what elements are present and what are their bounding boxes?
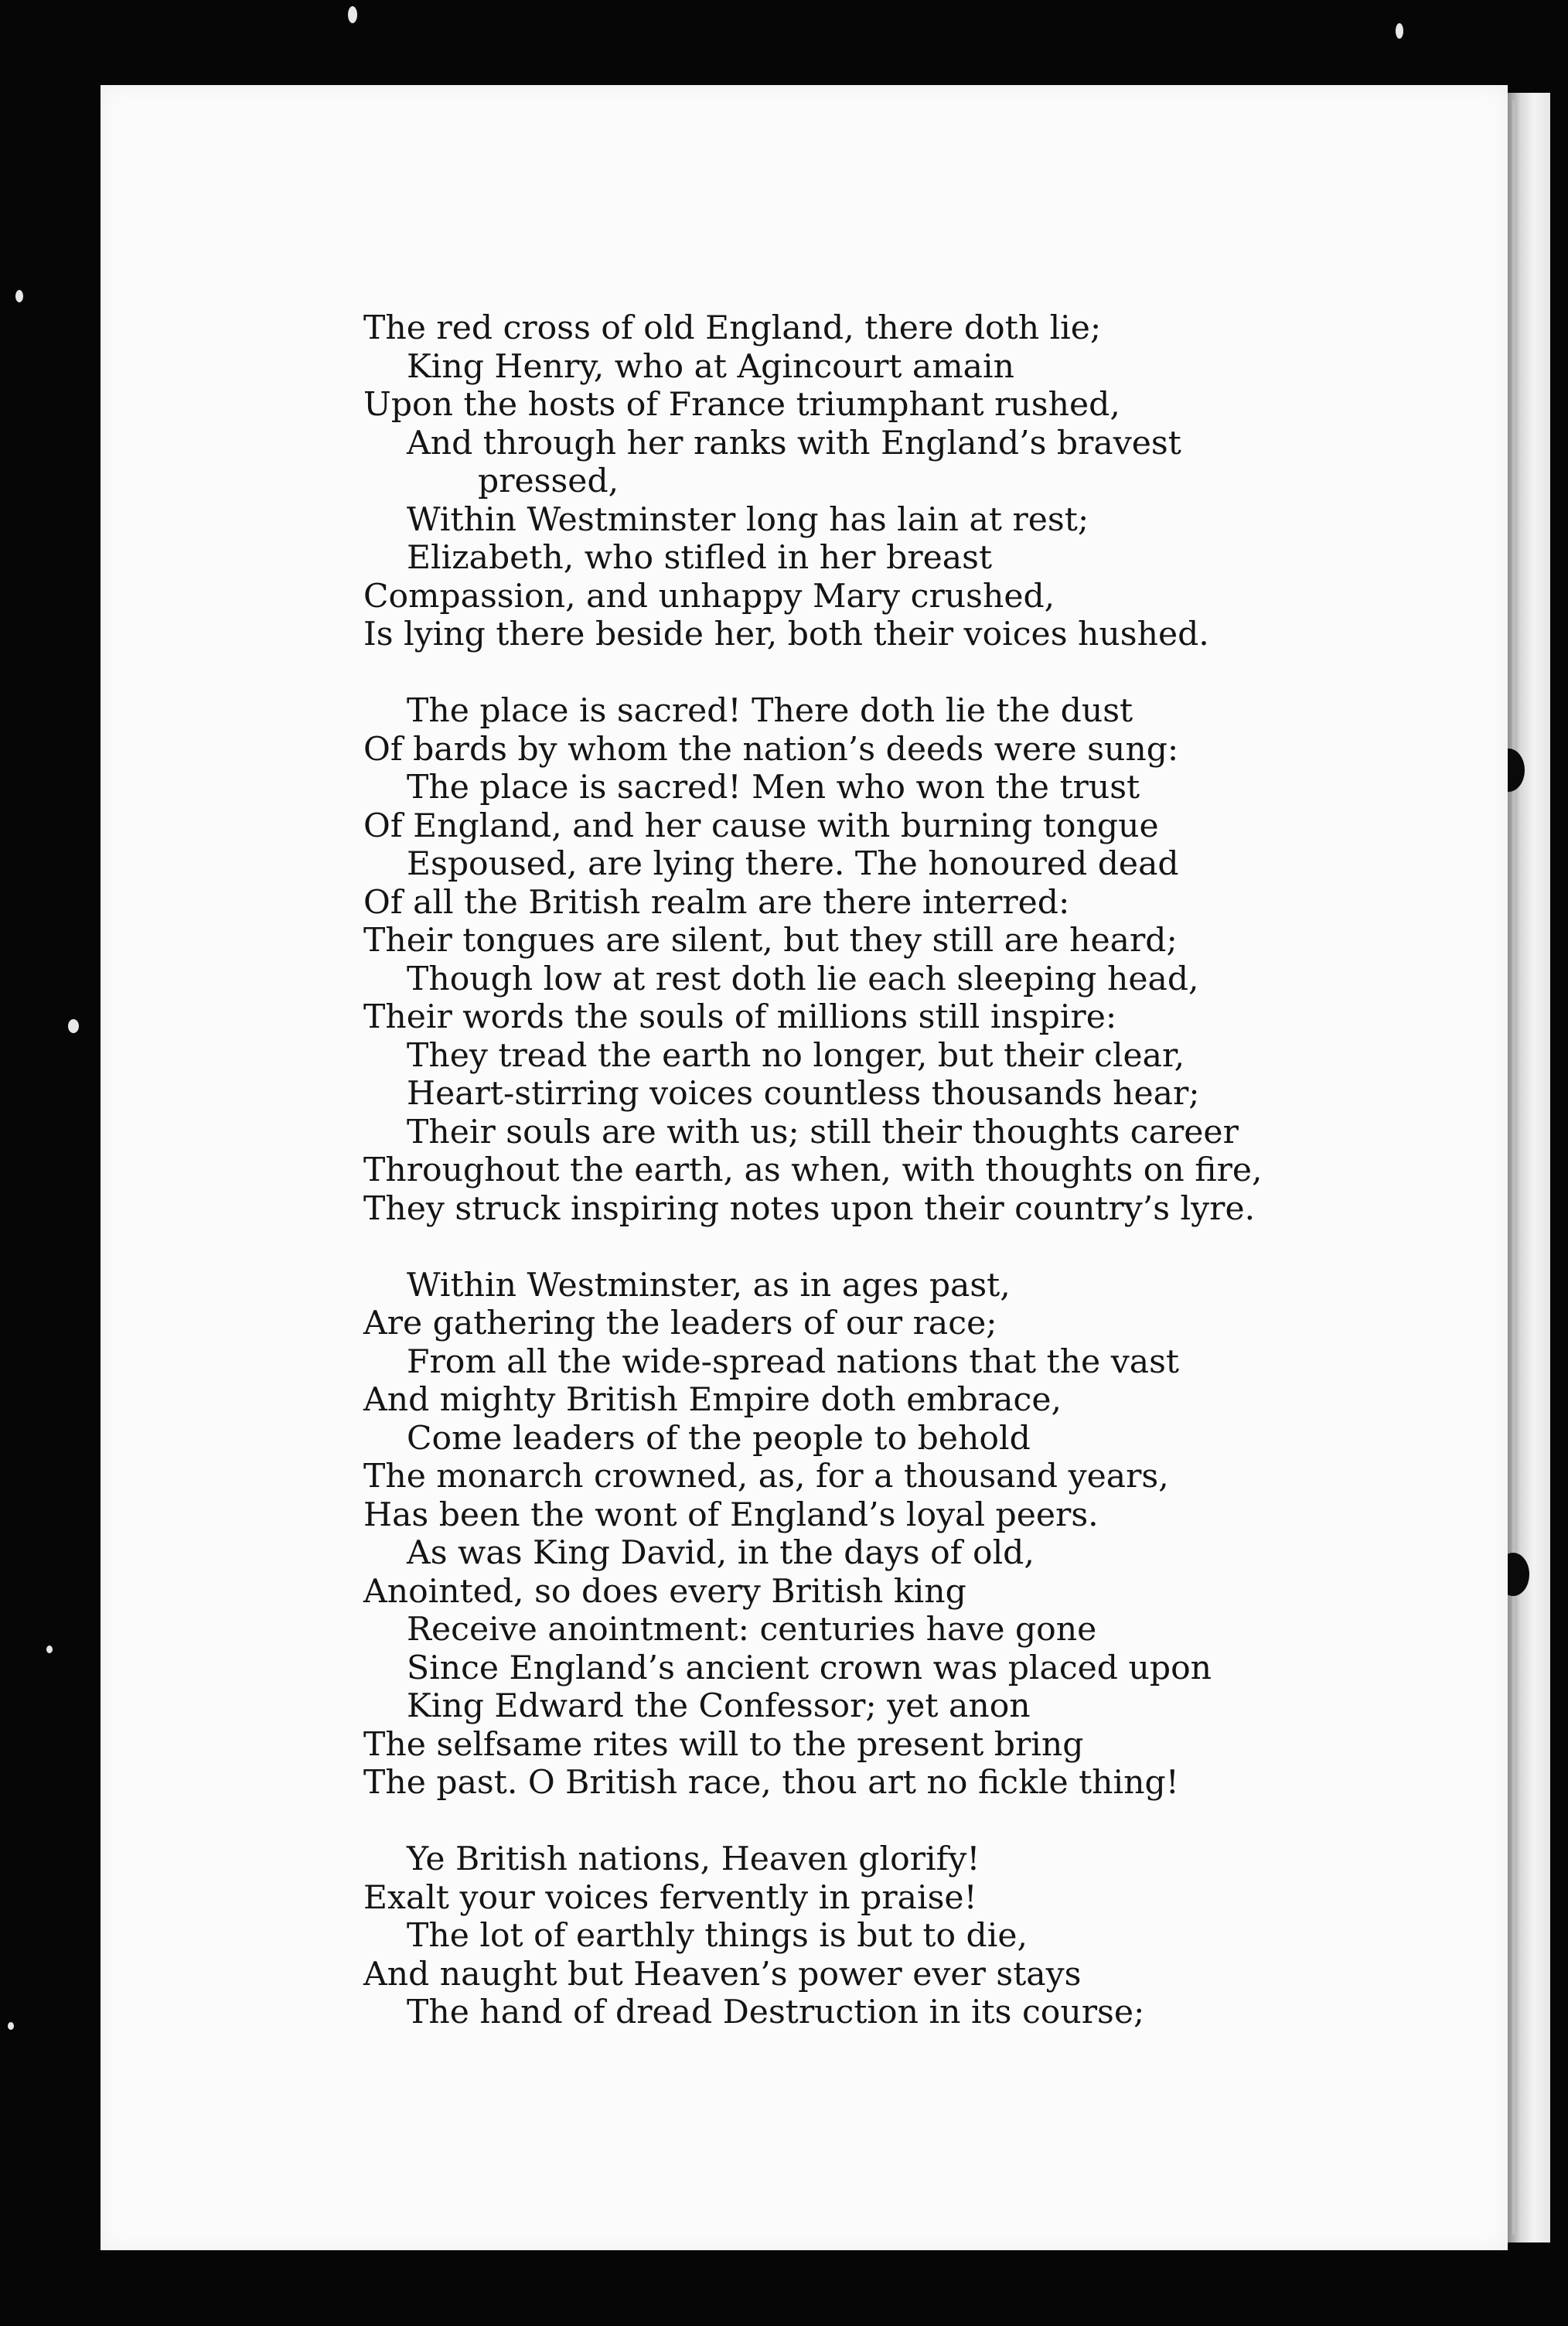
poem-line: Their tongues are silent, but they still are heard; (363, 922, 1178, 960)
scan-speck (8, 2022, 14, 2030)
poem-line: Is lying there beside her, both their voices hushed. (363, 616, 1209, 653)
poem-text (363, 309, 1369, 2070)
scan-speck (1396, 23, 1403, 39)
poem-line: King Edward the Confessor; yet anon (407, 1687, 1031, 1725)
poem-line: Throughout the earth, as when, with thoughts on fire, (363, 1151, 1263, 1189)
poem-line: And mighty British Empire doth embrace, (363, 1381, 1062, 1419)
poem-line: Has been the wont of England’s loyal peers. (363, 1496, 1099, 1534)
poem-line: Elizabeth, who stifled in her breast (407, 539, 993, 577)
poem-line: Of all the British realm are there interred: (363, 883, 1070, 922)
stanza-4 (363, 1840, 1369, 2032)
poem-line: And through her ranks with England’s bravest (407, 424, 1181, 462)
poem-line: Since England’s ancient crown was placed upon (407, 1649, 1212, 1687)
poem-line: Within Westminster, as in ages past, (407, 1266, 1011, 1305)
poem-line: Of bards by whom the nation’s deeds were sung: (363, 730, 1179, 769)
stanza-1 (363, 309, 1369, 654)
poem-line: Upon the hosts of France triumphant rushed, (363, 386, 1120, 424)
poem-line: Of England, and her cause with burning tongue (363, 807, 1159, 845)
poem-line: The red cross of old England, there doth lie; (363, 309, 1102, 347)
scan-speck (15, 290, 23, 302)
poem-line: Heart-stirring voices countless thousands hear; (407, 1075, 1200, 1113)
poem-line: Compassion, and unhappy Mary crushed, (363, 577, 1055, 616)
poem-line: The hand of dread Destruction in its course; (407, 1993, 1145, 2031)
poem-line: Receive anointment: centuries have gone (407, 1611, 1097, 1649)
poem-line: They tread the earth no longer, but their clear, (407, 1036, 1185, 1075)
stanza-2 (363, 692, 1369, 1228)
scan-speck (68, 1019, 79, 1033)
poem-line: From all the wide-spread nations that the vast (407, 1342, 1179, 1381)
scan-speck (348, 6, 357, 23)
poem-line: The lot of earthly things is but to die, (407, 1917, 1028, 1955)
poem-line: As was King David, in the days of old, (407, 1534, 1035, 1572)
stanza-3 (363, 1267, 1369, 1802)
page-fold-line (1512, 101, 1517, 2235)
poem-line: The monarch crowned, as, for a thousand years, (363, 1458, 1169, 1496)
poem-line: Ye British nations, Heaven glorify! (407, 1840, 980, 1878)
poem-line: Come leaders of the people to behold (407, 1419, 1031, 1458)
poem-line: The selfsame rites will to the present bring (363, 1725, 1084, 1764)
poem-line: And naught but Heaven’s power ever stays (363, 1955, 1082, 1993)
poem-line: The place is sacred! Men who won the trust (407, 769, 1140, 807)
poem-line: Are gathering the leaders of our race; (363, 1305, 997, 1342)
poem-line: The past. O British race, thou art no fickle thing! (363, 1764, 1179, 1802)
poem-line: pressed, (478, 462, 619, 500)
poem-line: They struck inspiring notes upon their country’s lyre. (363, 1189, 1256, 1228)
poem-line: The place is sacred! There doth lie the dust (407, 692, 1133, 730)
poem-line: Within Westminster long has lain at rest; (407, 500, 1089, 539)
poem-line: Their words the souls of millions still inspire: (363, 998, 1117, 1036)
poem-line: Their souls are with us; still their thoughts career (407, 1113, 1239, 1151)
poem-line: Anointed, so does every British king (363, 1572, 966, 1611)
poem-line: Espoused, are lying there. The honoured dead (407, 845, 1179, 883)
poem-line: Exalt your voices fervently in praise! (363, 1878, 977, 1917)
poem-line: King Henry, who at Agincourt amain (407, 347, 1014, 386)
poem-line: Though low at rest doth lie each sleeping head, (407, 960, 1199, 998)
scan-speck (46, 1646, 53, 1653)
